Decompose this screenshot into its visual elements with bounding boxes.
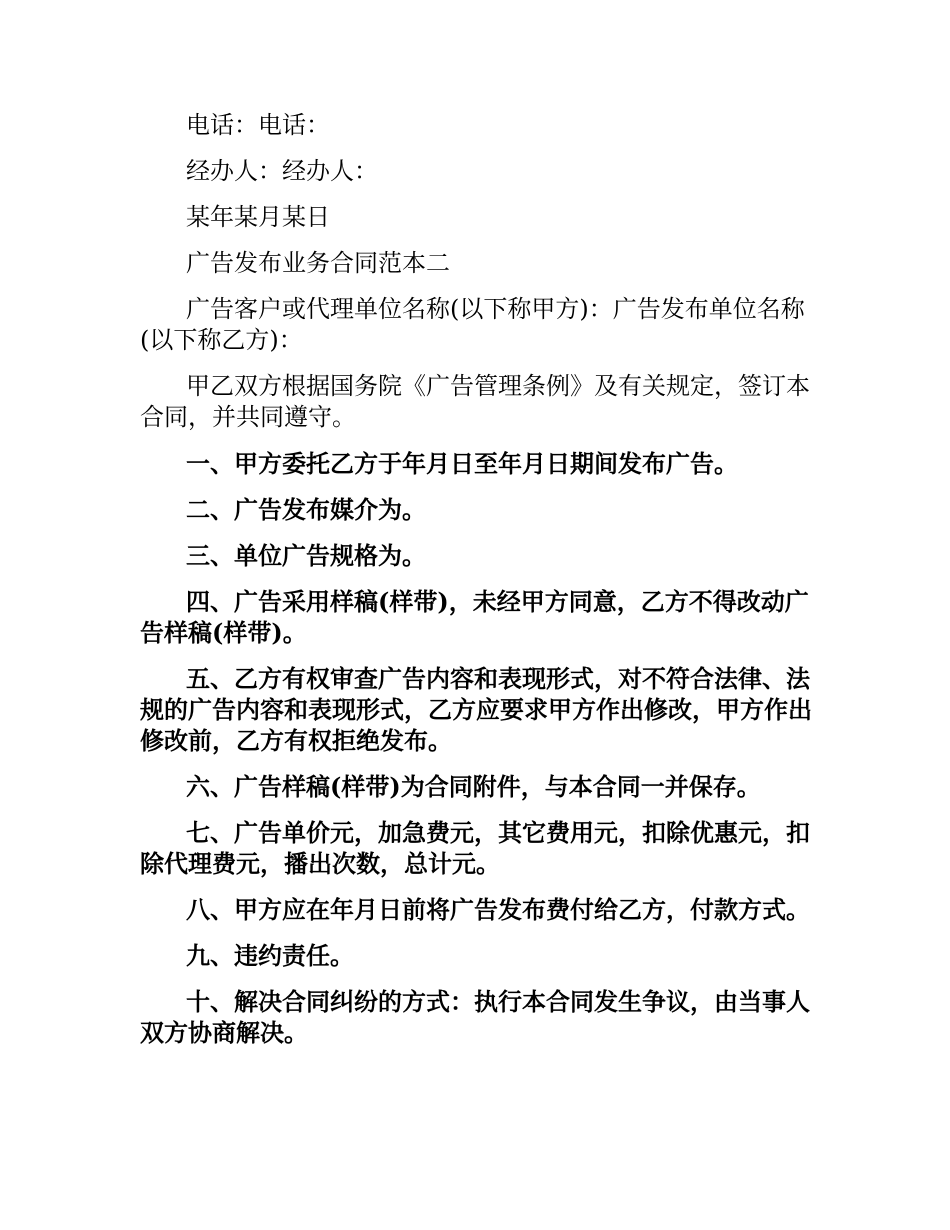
preamble: 甲乙双方根据国务院《广告管理条例》及有关规定，签订本合同，并共同遵守。 (140, 372, 810, 431)
clause-10: 十、解决合同纠纷的方式：执行本合同发生争议，由当事人双方协商解决。 (140, 987, 810, 1047)
clause-1: 一、甲方委托乙方于年月日至年月日期间发布广告。 (186, 449, 738, 478)
clause-3: 三、单位广告规格为。 (186, 541, 426, 570)
clause-7: 七、广告单价元，加急费元，其它费用元，扣除优惠元，扣除代理费元，播出次数，总计元。 (140, 818, 810, 878)
handler-line: 经办人：经办人： (186, 157, 378, 185)
clause-6: 六、广告样稿(样带)为合同附件，与本合同一并保存。 (186, 772, 761, 801)
clause-4: 四、广告采用样稿(样带)，未经甲方同意，乙方不得改动广告样稿(样带)。 (140, 587, 809, 647)
parties-line: 广告客户或代理单位名称(以下称甲方)：广告发布单位名称(以下称乙方)： (140, 295, 805, 354)
clause-8: 八、甲方应在年月日前将广告发布费付给乙方，付款方式。 (186, 895, 810, 924)
document-body (140, 110, 815, 1063)
date-line: 某年某月某日 (186, 203, 330, 231)
contract-title: 广告发布业务合同范本二 (186, 249, 450, 277)
clause-9: 九、违约责任。 (186, 941, 354, 970)
phone-line: 电话：电话： (186, 111, 330, 139)
clause-5: 五、乙方有权审查广告内容和表现形式，对不符合法律、法规的广告内容和表现形式，乙方应要求甲方作出修改，甲方作出修改前，乙方有权拒绝发布。 (140, 664, 812, 755)
clause-2: 二、广告发布媒介为。 (186, 495, 426, 524)
